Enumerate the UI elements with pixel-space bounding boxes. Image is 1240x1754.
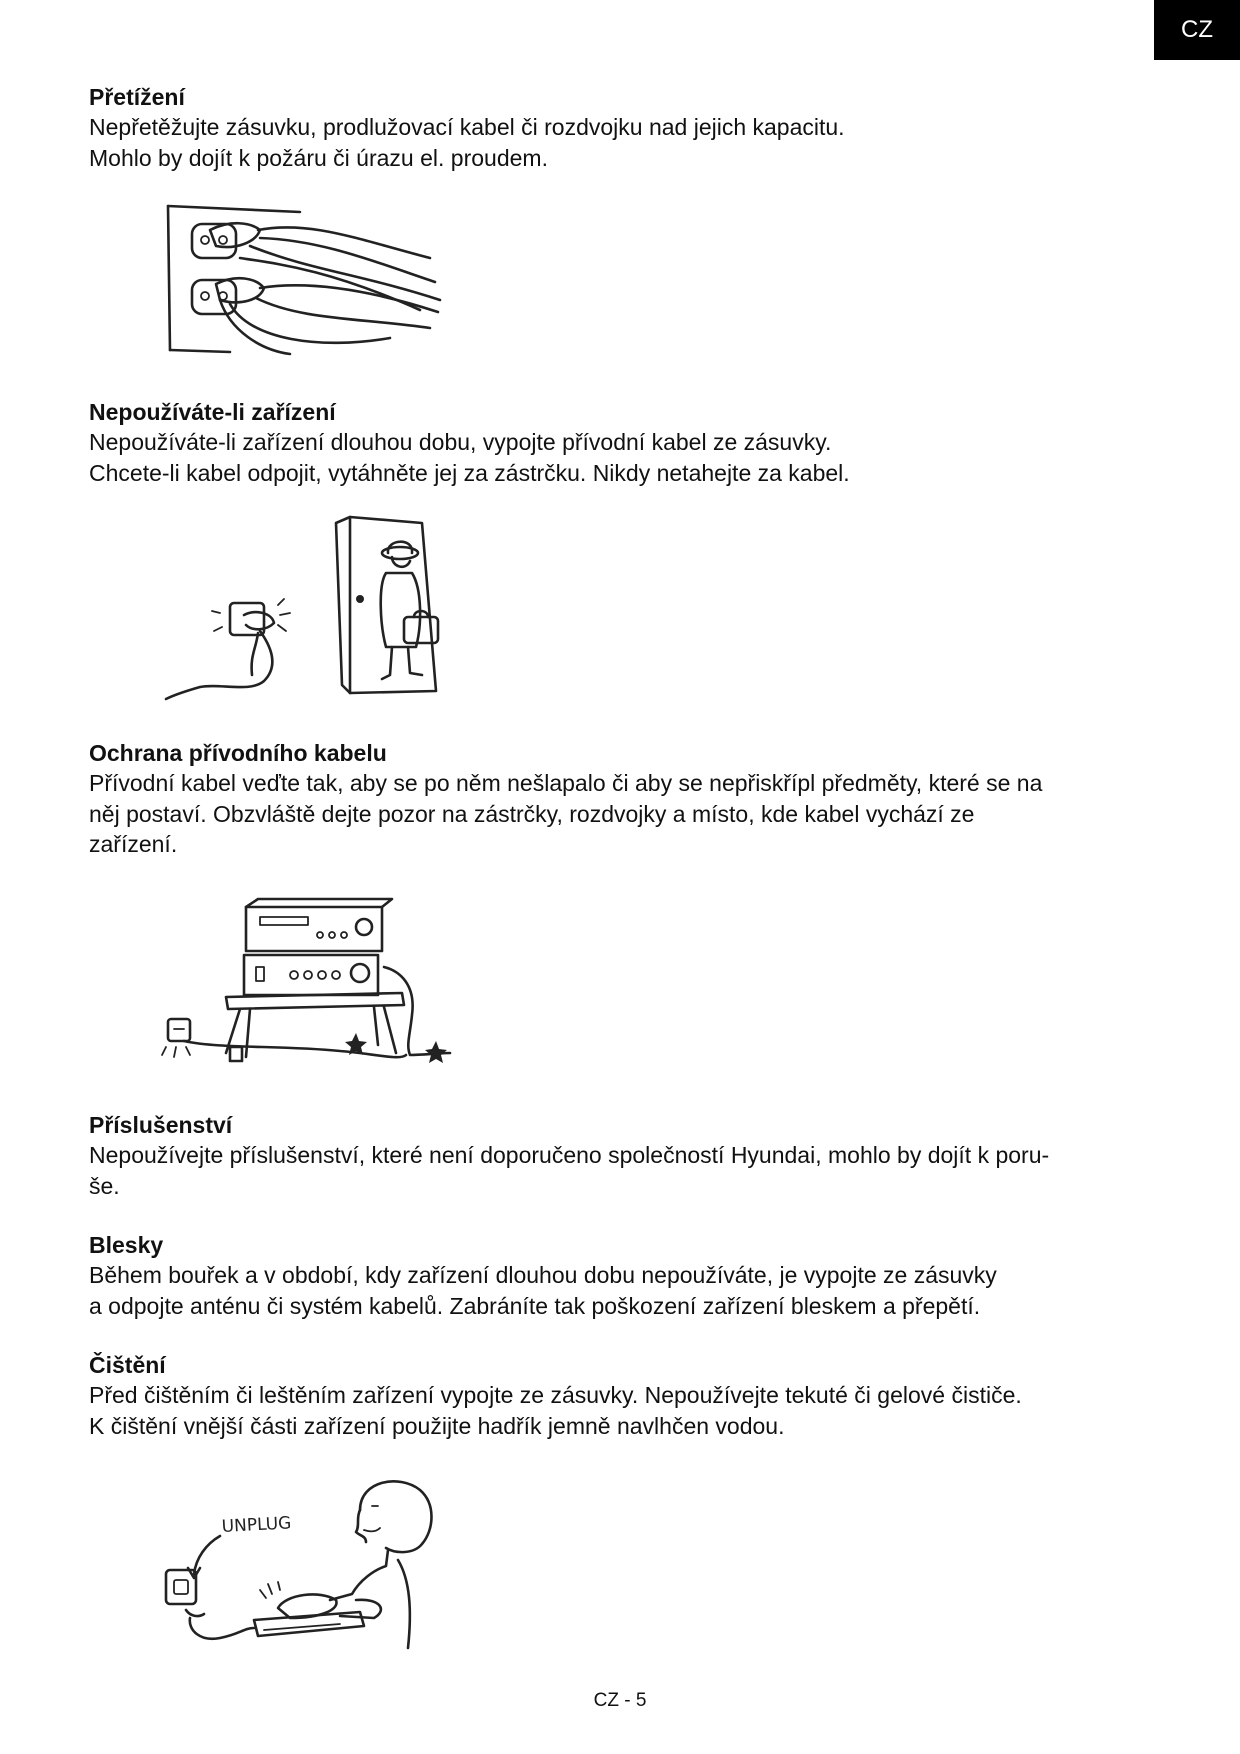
section-unused-device <box>89 397 1149 488</box>
section-heading: Příslušenství <box>89 1112 233 1138</box>
section-body: Nepoužívejte příslušenství, které není doporučeno společností Hyundai, mohlo by dojít k poru- še. <box>89 1142 1050 1199</box>
overloaded-outlet-illustration <box>160 200 450 360</box>
section-body: Přívodní kabel veďte tak, aby se po něm nešlapalo či aby se nepřiskřípl předměty, které se na něj postaví. Obzvláště dejte pozor na zástrčky, rozdvojky a místo, kde kabel vychází ze zařízení. <box>89 770 1043 857</box>
page-number: CZ - 5 <box>593 1690 647 1711</box>
section-body: Nepoužíváte-li zařízení dlouhou dobu, vypojte přívodní kabel ze zásuvky. Chcete-li kabel odpojit, vytáhněte jej za zástrčku. Nikdy netahejte za kabel. <box>89 429 850 486</box>
unplug-label: UNPLUG <box>221 1513 292 1537</box>
language-tab: CZ <box>1154 0 1240 60</box>
cord-under-table-illustration <box>160 885 460 1065</box>
section-heading: Čištění <box>89 1352 166 1378</box>
section-body: Nepřetěžujte zásuvku, prodlužovací kabel či rozdvojku nad jejich kapacitu. Mohlo by dojít k požáru či úrazu el. proudem. <box>89 114 845 171</box>
section-body: Před čištěním či leštěním zařízení vypojte ze zásuvky. Nepoužívejte tekuté či gelové čističe. K čištění vnější části zařízení použijte hadřík jemně navlhčen vodou. <box>89 1382 1022 1439</box>
section-overload <box>89 82 1149 173</box>
section-cord-protection <box>89 738 1149 860</box>
section-body: Během bouřek a v období, kdy zařízení dlouhou dobu nepoužíváte, je vypojte ze zásuvky a odpojte anténu či systém kabelů. Zabráníte tak poškození zařízení bleskem a přepětí. <box>89 1262 997 1319</box>
section-heading: Nepoužíváte-li zařízení <box>89 399 336 425</box>
section-heading: Ochrana přívodního kabelu <box>89 740 387 766</box>
section-lightning <box>89 1230 1149 1321</box>
unplug-before-leaving-illustration <box>160 515 460 705</box>
section-accessories <box>89 1110 1149 1201</box>
section-heading: Blesky <box>89 1232 164 1258</box>
section-cleaning <box>89 1350 1149 1441</box>
cleaning-illustration <box>160 1470 450 1650</box>
section-heading: Přetížení <box>89 84 185 110</box>
